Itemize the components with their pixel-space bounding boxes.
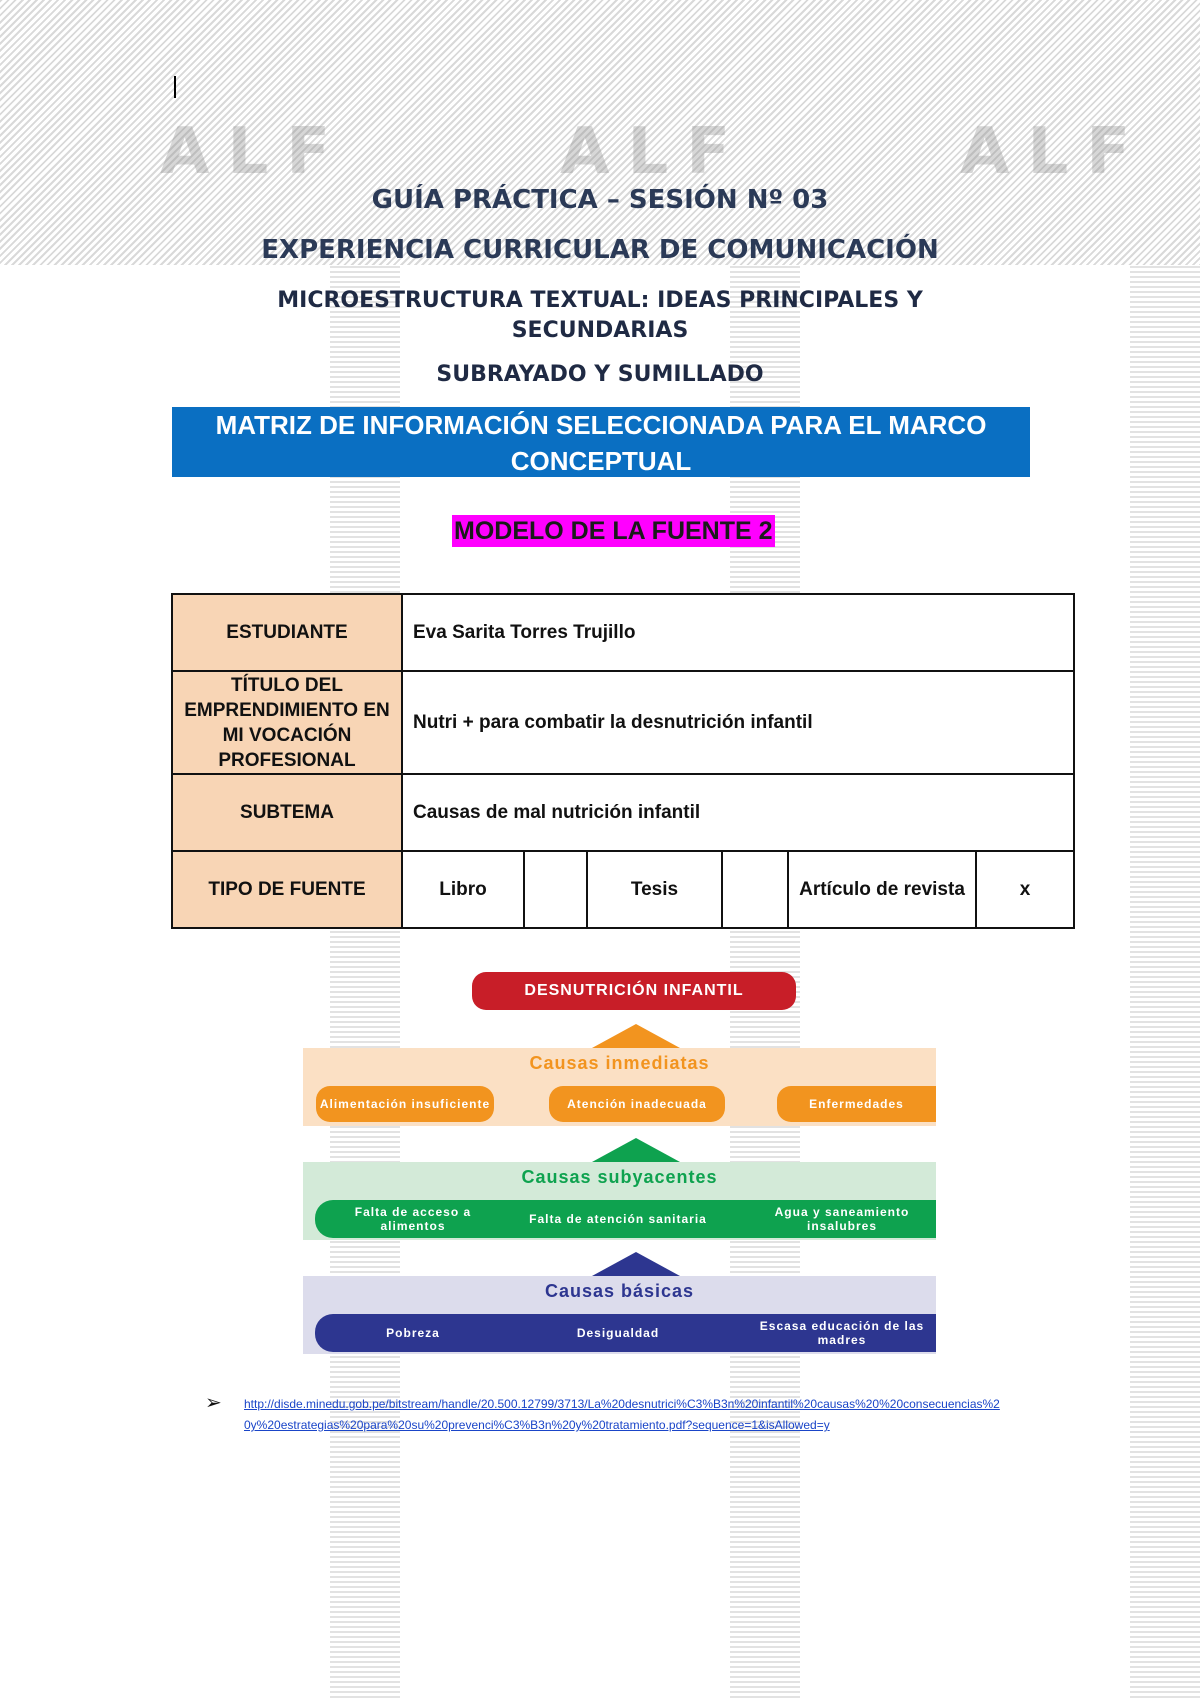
cause-item: Falta de atención sanitaria [529, 1212, 707, 1226]
topic-title-line2: SECUNDARIAS [511, 318, 689, 343]
row-label-source-type: TIPO DE FUENTE [172, 851, 402, 928]
cause-item: Escasa educación de las madres [759, 1319, 925, 1347]
matrix-banner-line1: MATRIZ DE INFORMACIÓN SELECCIONADA PARA EL MARCO [215, 410, 987, 440]
table-row [172, 671, 1074, 774]
bullet-arrow-icon: ➢ [205, 1392, 222, 1414]
student-name-value[interactable]: Eva Sarita Torres Trujillo [402, 594, 1074, 671]
row-label-subtopic: SUBTEMA [172, 774, 402, 851]
cause-item: Atención inadecuada [549, 1086, 725, 1122]
source-mark-journal-article[interactable]: x [976, 851, 1074, 928]
subtopic-title: SUBRAYADO Y SUMILLADO [436, 362, 764, 387]
cause-item: Pobreza [386, 1326, 440, 1340]
source-option-thesis: Tesis [587, 851, 722, 928]
source-mark-thesis[interactable] [722, 851, 788, 928]
level-title: Causas inmediatas [529, 1053, 710, 1073]
table-row [172, 774, 1074, 851]
diagram-level-basic [303, 1276, 936, 1354]
table-row [172, 851, 1074, 928]
source-mark-book[interactable] [524, 851, 587, 928]
topic-title-line1: MICROESTRUCTURA TEXTUAL: IDEAS PRINCIPALES Y [277, 288, 923, 313]
watermark-logo: ALF [560, 115, 749, 189]
model-label: MODELO DE LA FUENTE 2 [454, 517, 773, 545]
arrow-up-icon [592, 1252, 680, 1276]
source-option-book: Libro [402, 851, 524, 928]
source-option-journal-article: Artículo de revista [788, 851, 976, 928]
venture-title-value[interactable]: Nutri + para combatir la desnutrición infantil [402, 671, 1074, 774]
diagram-level-immediate [303, 1048, 936, 1126]
info-table [171, 593, 1075, 929]
subtopic-value[interactable]: Causas de mal nutrición infantil [402, 774, 1074, 851]
cause-item: Enfermedades [777, 1086, 936, 1122]
diagram-level-underlying [303, 1162, 936, 1240]
cause-item: Alimentación insuficiente [316, 1086, 494, 1122]
cause-item: Agua y saneamiento insalubres [774, 1205, 910, 1233]
course-title: EXPERIENCIA CURRICULAR DE COMUNICACIÓN [261, 235, 939, 265]
level-title: Causas básicas [544, 1281, 695, 1301]
row-label-venture-title: TÍTULO DEL EMPRENDIMIENTO EN MI VOCACIÓN PROFESIONAL [172, 671, 402, 774]
matrix-banner-line2: CONCEPTUAL [510, 446, 692, 476]
topic-title [0, 286, 1200, 346]
cause-item: Falta de acceso a alimentos [354, 1205, 472, 1233]
background-column-pattern [330, 265, 400, 1698]
background-column-pattern [1130, 265, 1200, 1698]
reference-link[interactable]: http://disde.minedu.gob.pe/bitstream/handle/20.500.12799/3713/La%20desnutrici%C3%B3n%20infantil%20causas%20%20consecuencias%20y%20estrategias%20para%20su%20prevenci%C3%B3n%20y%20tratamiento.pdf?sequence=1&isAllowed=y [244, 1397, 1000, 1432]
row-label-student: ESTUDIANTE [172, 594, 402, 671]
diagram-title: DESNUTRICIÓN INFANTIL [472, 972, 796, 1010]
text-cursor [174, 76, 176, 98]
arrow-up-icon [592, 1024, 680, 1048]
table-row [172, 594, 1074, 671]
arrow-up-icon [592, 1138, 680, 1162]
guide-title: GUÍA PRÁCTICA – SESIÓN Nº 03 [371, 185, 829, 215]
level-title: Causas subyacentes [521, 1167, 718, 1187]
watermark-logo: ALF [160, 115, 349, 189]
cause-item: Desigualdad [576, 1326, 660, 1340]
matrix-banner [172, 407, 1030, 477]
watermark-logo: ALF [960, 115, 1149, 189]
